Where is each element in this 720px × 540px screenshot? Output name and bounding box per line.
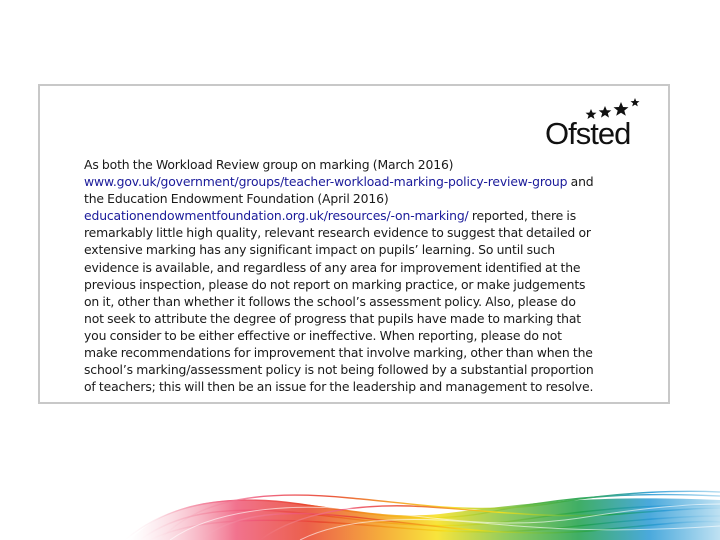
text-line: of teachers; this will then be an issue for the leadership and management to resolve.: [84, 379, 594, 395]
ofsted-logo: [545, 98, 641, 152]
rainbow-ribbon-decoration: [0, 490, 720, 540]
text-fragment: reported, there is: [468, 208, 577, 224]
text-line: school’s marking/assessment policy is not being followed by a substantial proportion: [84, 362, 594, 378]
text-line: extensive marking has any significant impact on pupils’ learning. So until such: [84, 242, 555, 258]
gov-uk-workload-review-link[interactable]: www.gov.uk/government/groups/teacher-workload-marking-policy-review-group: [84, 174, 568, 190]
quote-panel: [38, 84, 670, 404]
guidance-paragraph: [84, 156, 636, 395]
text-line: evidence is available, and regardless of any area for improvement identified at the: [84, 259, 581, 275]
text-line: remarkably little high quality, relevant research evidence to suggest that detailed or: [84, 225, 591, 241]
ofsted-logo-text: Ofsted: [545, 116, 631, 151]
text-line: not seek to attribute the degree of progress that pupils have made to marking that: [84, 310, 582, 326]
eef-marking-link[interactable]: educationendowmentfoundation.org.uk/resources/-on-marking/: [84, 208, 469, 224]
text-line: [84, 207, 636, 224]
text-fragment: and: [567, 174, 594, 190]
text-line: make recommendations for improvement that involve marking, other than when the: [84, 345, 593, 361]
text-line: As both the Workload Review group on marking (March 2016): [84, 157, 454, 172]
text-line: [84, 173, 636, 190]
text-line: on it, other than whether it follows the school’s assessment policy. Also, please do: [84, 293, 576, 309]
text-line: previous inspection, please do not report on marking practice, or make judgements: [84, 276, 586, 292]
text-line: you consider to be either effective or ineffective. When reporting, please do not: [84, 327, 562, 343]
text-line: the Education Endowment Foundation (April 2016): [84, 191, 389, 207]
